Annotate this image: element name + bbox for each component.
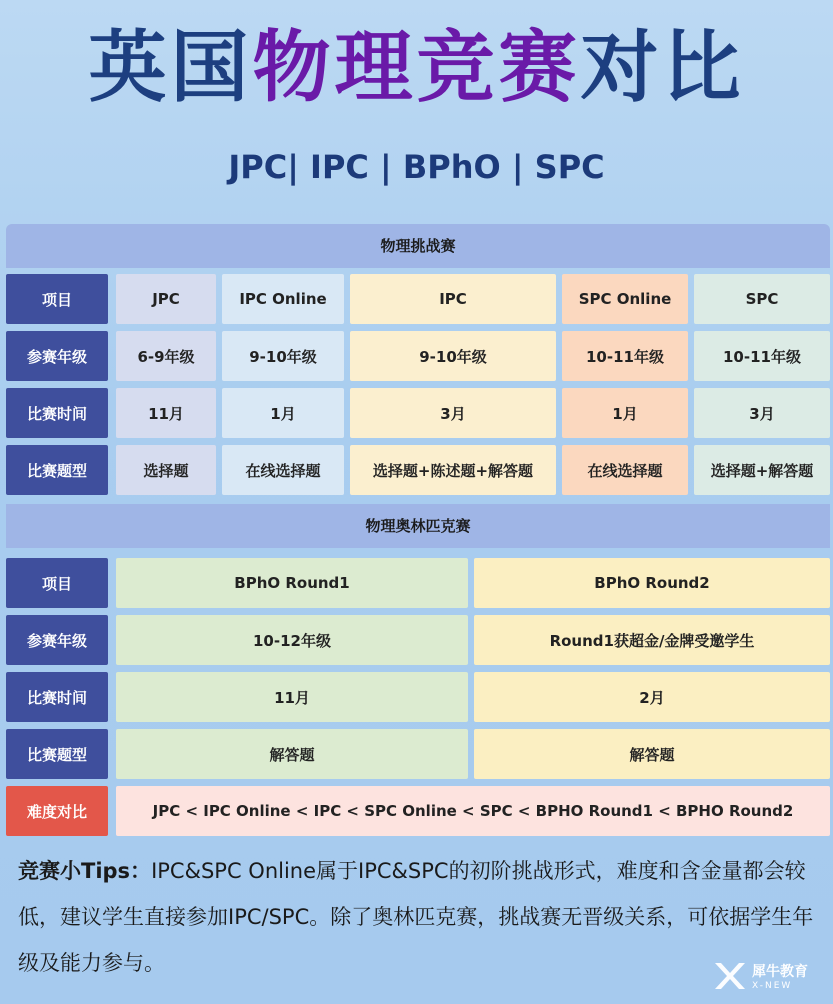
- row-label: 参赛年级: [6, 615, 108, 665]
- cell-ipc: IPC: [350, 274, 556, 324]
- row-label: 比赛时间: [6, 388, 108, 438]
- logo-name: 犀牛教育: [752, 964, 808, 980]
- cell-spc-online: SPC Online: [562, 274, 688, 324]
- rhino-x-logo-icon: [712, 958, 748, 998]
- row-label: 项目: [6, 274, 108, 324]
- cell-jpc: 选择题: [116, 445, 216, 495]
- cell-ipc-online: 1月: [222, 388, 344, 438]
- cell-bpho-round2: 2月: [474, 672, 830, 722]
- tips-text: IPC&SPC Online属于IPC&SPC的初阶挑战形式，难度和含金量都会较低，建议学生直接参加IPC/SPC。除了奥林匹克赛，挑战赛无晋级关系，可依据学生年级及能力参与。: [18, 859, 814, 975]
- title-part-1: 英国: [88, 23, 253, 113]
- row-label: 比赛题型: [6, 729, 108, 779]
- difficulty-value: JPC < IPC Online < IPC < SPC Online < SPC < BPHO Round1 < BPHO Round2: [116, 786, 830, 836]
- row-label: 比赛时间: [6, 672, 108, 722]
- cell-ipc-online: IPC Online: [222, 274, 344, 324]
- cell-spc: SPC: [694, 274, 830, 324]
- cell-spc: 选择题+解答题: [694, 445, 830, 495]
- page-subtitle: JPC| IPC | BPhO | SPC: [228, 148, 605, 186]
- cell-jpc: 11月: [116, 388, 216, 438]
- cell-ipc-online: 9-10年级: [222, 331, 344, 381]
- logo-sub: X-NEW: [752, 981, 793, 991]
- cell-ipc: 9-10年级: [350, 331, 556, 381]
- cell-bpho-round1: 解答题: [116, 729, 468, 779]
- row-label: 比赛题型: [6, 445, 108, 495]
- tips-label: 竞赛小Tips：: [18, 859, 152, 883]
- cell-jpc: 6-9年级: [116, 331, 216, 381]
- cell-spc-online: 10-11年级: [562, 331, 688, 381]
- cell-spc-online: 在线选择题: [562, 445, 688, 495]
- cell-ipc-online: 在线选择题: [222, 445, 344, 495]
- cell-spc: 3月: [694, 388, 830, 438]
- cell-spc-online: 1月: [562, 388, 688, 438]
- cell-bpho-round2: 解答题: [474, 729, 830, 779]
- difficulty-label: 难度对比: [6, 786, 108, 836]
- cell-ipc: 选择题+陈述题+解答题: [350, 445, 556, 495]
- tips-paragraph: [18, 848, 818, 986]
- section-heading-olympiad: 物理奥林匹克赛: [6, 504, 830, 548]
- cell-jpc: JPC: [116, 274, 216, 324]
- row-label: 项目: [6, 558, 108, 608]
- section-heading-challenge: 物理挑战赛: [6, 224, 830, 268]
- cell-ipc: 3月: [350, 388, 556, 438]
- title-part-3: 对比: [580, 23, 745, 113]
- title-part-2: 物理竞赛: [252, 23, 581, 113]
- cell-bpho-round2: BPhO Round2: [474, 558, 830, 608]
- cell-bpho-round1: 11月: [116, 672, 468, 722]
- cell-spc: 10-11年级: [694, 331, 830, 381]
- cell-bpho-round2: Round1获超金/金牌受邀学生: [474, 615, 830, 665]
- page-title: [0, 18, 833, 118]
- row-label: 参赛年级: [6, 331, 108, 381]
- brand-logo: [712, 958, 824, 998]
- cell-bpho-round1: 10-12年级: [116, 615, 468, 665]
- cell-bpho-round1: BPhO Round1: [116, 558, 468, 608]
